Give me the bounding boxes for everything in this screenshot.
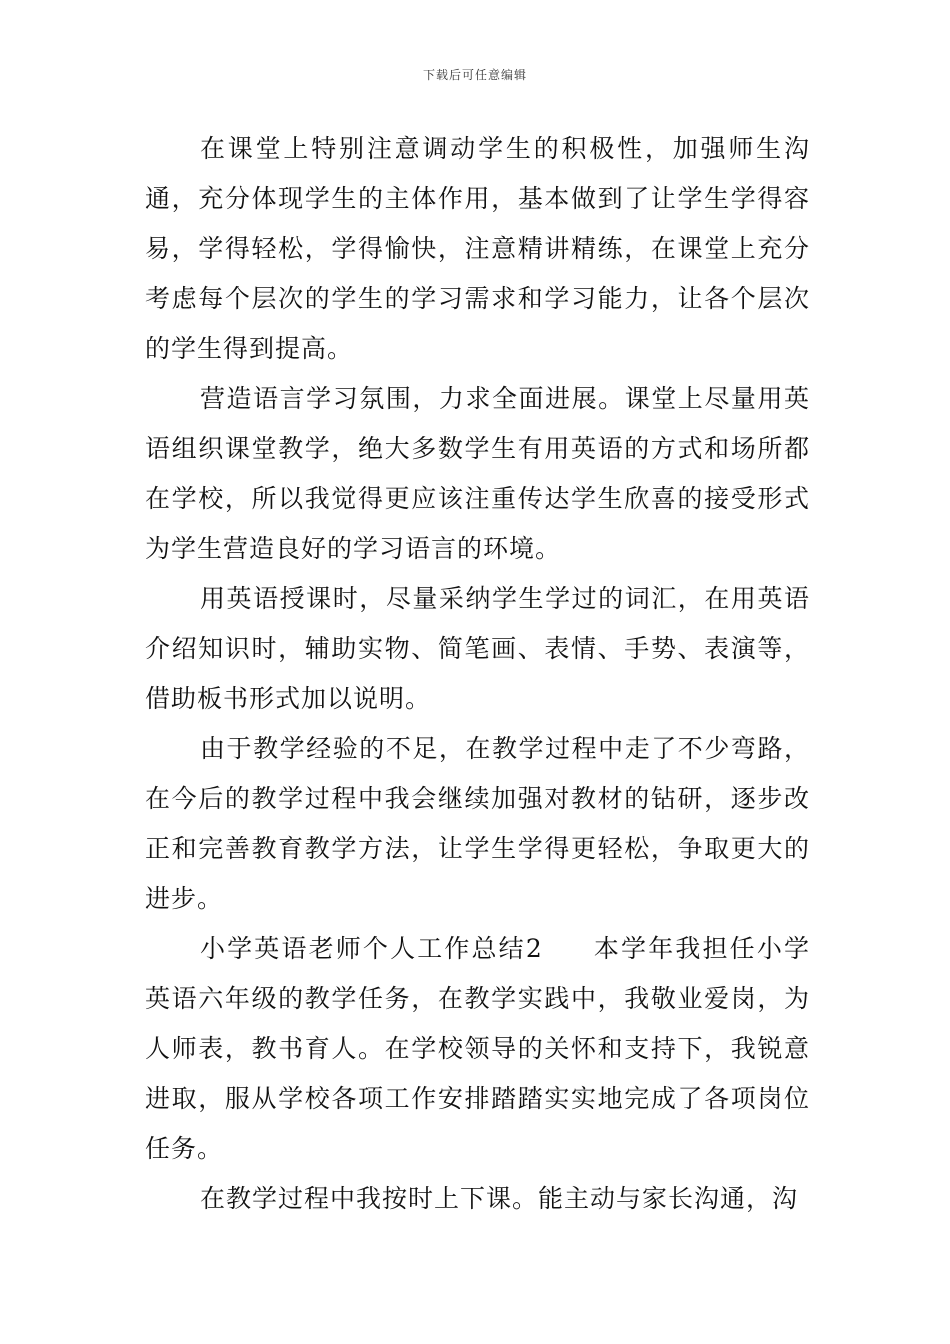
section-body: 本学年我担任小学英语六年级的教学任务，在教学实践中，我敬业爱岗，为人师表，教书育人。在学校领导的关怀和支持下，我锐意进取，服从学校各项工作安排踏踏实实地完成了各项岗位任务。 — [145, 934, 810, 1163]
paragraph-teaching-process: 在教学过程中我按时上下课。能主动与家长沟通，沟 — [200, 1184, 799, 1213]
paragraph-summary-2 — [145, 924, 810, 1174]
paragraph-language-atmosphere: 营造语言学习氛围，力求全面进展。课堂上尽量用英语组织课堂教学，绝大多数学生有用英语的方式和场所都在学校，所以我觉得更应该注重传达学生欣喜的接受形式为学生营造良好的学习语言的环境。 — [145, 384, 810, 563]
paragraph-experience: 由于教学经验的不足，在教学过程中走了不少弯路，在今后的教学过程中我会继续加强对教材的钻研，逐步改正和完善教育教学方法，让学生学得更轻松，争取更大的进步。 — [145, 734, 810, 913]
document-body — [145, 124, 810, 1224]
paragraph-english-teaching: 用英语授课时，尽量采纳学生学过的词汇，在用英语介绍知识时，辅助实物、简笔画、表情、手势、表演等，借助板书形式加以说明。 — [145, 584, 810, 713]
page-header: 下载后可任意编辑 — [422, 68, 527, 82]
section-title: 小学英语老师个人工作总结2 — [200, 934, 543, 963]
paragraph-classroom-engagement: 在课堂上特别注意调动学生的积极性，加强师生沟通，充分体现学生的主体作用，基本做到了让学生学得容易，学得轻松，学得愉快，注意精讲精练，在课堂上充分考虑每个层次的学生的学习需求和学习能力，让各个层次的学生得到提高。 — [145, 134, 810, 363]
